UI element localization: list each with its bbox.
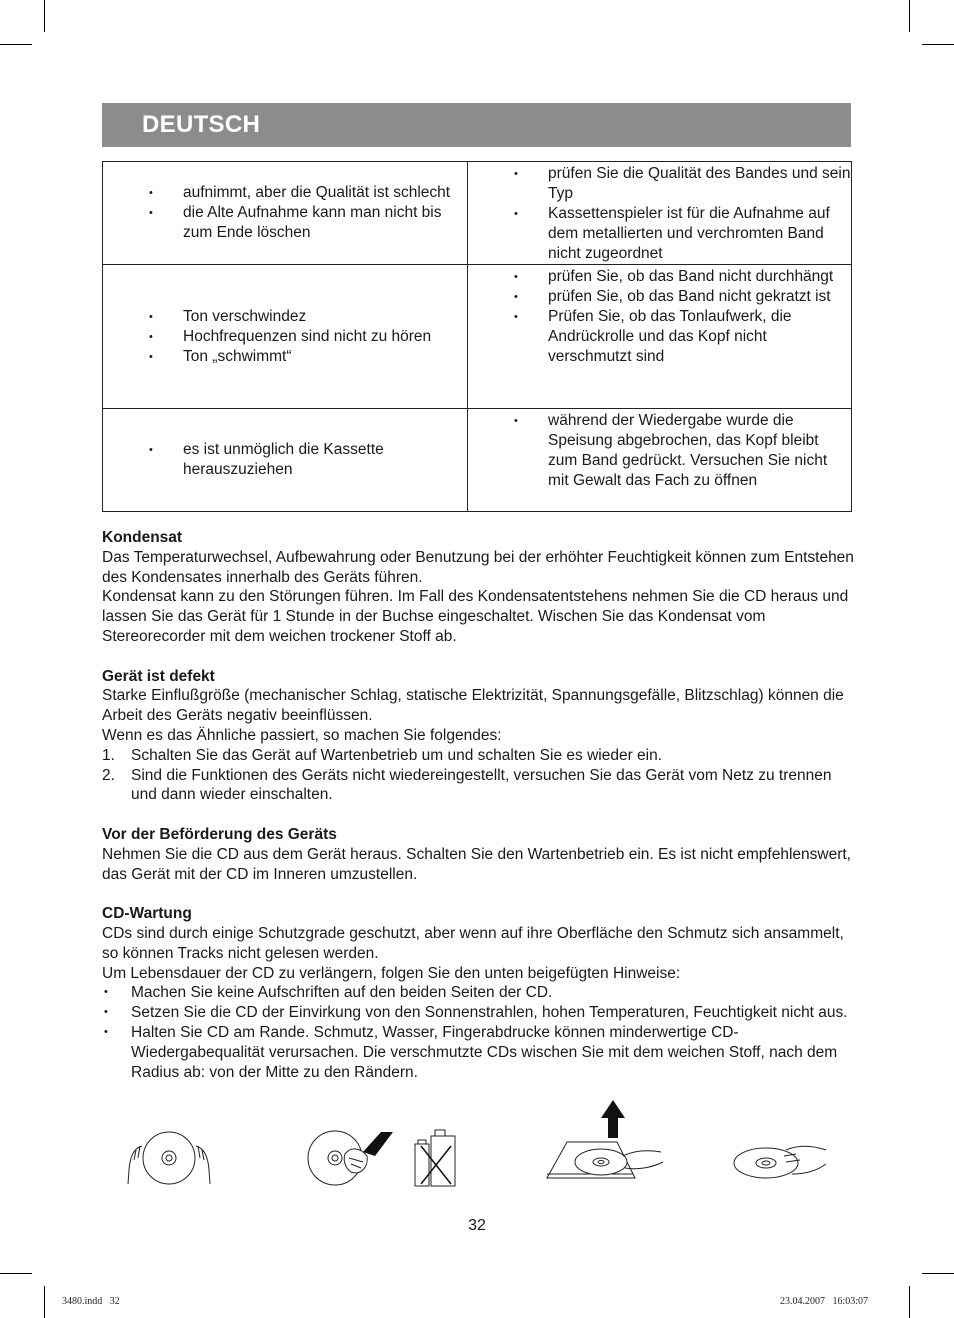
cd-tray-insert-icon: [545, 1100, 665, 1182]
section-title-kondensat: Kondensat: [102, 529, 183, 546]
remedy-item: • während der Wiedergabe wurde die Speisung abgebrochen, das Kopf bleibt zum Band gedrückt. Versuchen Sie nicht mit Gewalt das Fach zu öffnen: [468, 411, 851, 491]
page-number: 32: [468, 1217, 486, 1234]
paragraph: Starke Einflußgröße (mechanischer Schlag, statische Elektrizität, Spannungsgefälle, Blitzschlag) können die Arbeit des Geräts negativ beeinflüssen.: [102, 687, 844, 725]
list-item: • Halten Sie CD am Rande. Schmutz, Wasser, Fingerabdrucke können minderwertige CD-Wiedergabequalität verursachen. Die verschmutzte CDs wischen Sie mit dem weichen Stoff, nach dem Radius ab: von der Mitte zu den Rändern.: [102, 1023, 854, 1082]
cd-held-by-edges-icon: [124, 1100, 214, 1186]
section-title-cd: CD-Wartung: [102, 905, 192, 923]
language-title: DEUTSCH: [142, 111, 261, 138]
section-title-defekt: Gerät ist defekt: [102, 667, 215, 685]
paragraph: Um Lebensdauer der CD zu verlängern, folgen Sie den unten beigefügten Hinweise:: [102, 964, 681, 982]
remedy-item: • prüfen Sie die Qualität des Bandes und sein Typ: [468, 164, 851, 204]
remedy-cell: [468, 265, 852, 409]
symptom-item: • aufnimmt, aber die Qualität ist schlecht: [103, 183, 467, 203]
paragraph: Das Temperaturwechsel, Aufbewahrung oder Benutzung bei der erhöhter Feuchtigkeit können zum Entstehen des Kondensates innerhalb des Geräts führen.: [102, 548, 854, 586]
crop-mark: [922, 44, 954, 45]
remedy-item: • Kassettenspieler ist für die Aufnahme auf dem metallierten und verchromten Band nicht zugeordnet: [468, 204, 851, 264]
table-row: [103, 162, 852, 265]
symptom-cell: [103, 265, 468, 409]
body-text: [102, 528, 854, 1082]
symptom-item: • es ist unmöglich die Kassette herauszuziehen: [103, 440, 467, 480]
remedy-item: • prüfen Sie, ob das Band nicht durchhängt: [468, 267, 851, 287]
symptom-cell: [103, 162, 468, 265]
paragraph: Kondensat kann zu den Störungen führen. Im Fall des Kondensatentstehens nehmen Sie die CD heraus und lassen Sie das Gerät für 1 Stunde in der Buchse eingeschaltet. Wischen Sie das Kondensat vom Stereorecorder mit dem weichen trockener Stoff ab.: [102, 588, 849, 645]
list-item: • Setzen Sie die CD der Einvirkung von den Sonnenstrahlen, hohen Temperaturen, Feuchtigkeit nicht aus.: [102, 1003, 854, 1023]
footer-file: 3480.indd 32: [62, 1296, 120, 1307]
section-title-transport: Vor der Beförderung des Geräts: [102, 825, 337, 843]
footer-timestamp: 23.04.2007 16:03:07: [780, 1296, 869, 1307]
symptom-cell: [103, 409, 468, 512]
table-row: [103, 409, 852, 512]
crop-mark: [44, 0, 45, 32]
remedy-cell: [468, 409, 852, 512]
paragraph: CDs sind durch einige Schutzgrade geschutzt, aber wenn auf ihre Oberfläche den Schmutz sich ansammelt, so können Tracks nicht gelesen werden.: [102, 924, 844, 962]
steps-list: [102, 746, 854, 805]
cd-wipe-no-solvents-icon: [305, 1100, 465, 1188]
language-header: [102, 103, 851, 147]
list-item: 2. Sind die Funktionen des Geräts nicht wiedereingestellt, versuchen Sie das Gerät vom Netz zu trennen und dann wieder einschalten.: [102, 766, 832, 804]
remedy-item: • prüfen Sie, ob das Band nicht gekratzt ist: [468, 287, 851, 307]
crop-mark: [44, 1286, 45, 1318]
crop-mark: [0, 44, 32, 45]
list-item: 1. Schalten Sie das Gerät auf Wartenbetrieb um und schalten Sie es wieder ein.: [102, 746, 663, 764]
symptom-item: • Ton verschwindez: [103, 307, 467, 327]
table-row: [103, 265, 852, 409]
paragraph: Nehmen Sie die CD aus dem Gerät heraus. Schalten Sie den Wartenbetrieb ein. Es ist nicht empfehlenswert, das Gerät mit der CD im Inneren umzustellen.: [102, 845, 851, 883]
crop-mark: [909, 1286, 910, 1318]
symptom-item: • Ton „schwimmt“: [103, 347, 467, 367]
paragraph: Wenn es das Ähnliche passiert, so machen Sie folgendes:: [102, 726, 502, 744]
list-item: • Machen Sie keine Aufschriften auf den beiden Seiten der CD.: [102, 983, 854, 1003]
crop-mark: [0, 1273, 32, 1274]
remedy-cell: [468, 162, 852, 265]
tips-list: [102, 983, 854, 1082]
remedy-item: • Prüfen Sie, ob das Tonlaufwerk, die Andrückrolle und das Kopf nicht verschmutzt sind: [468, 307, 851, 367]
cd-on-palm-icon: [730, 1100, 828, 1182]
symptom-item: • Hochfrequenzen sind nicht zu hören: [103, 327, 467, 347]
crop-mark: [909, 0, 910, 32]
crop-mark: [922, 1273, 954, 1274]
troubleshooting-table: [102, 161, 852, 512]
symptom-item: • die Alte Aufnahme kann man nicht bis zum Ende löschen: [103, 203, 467, 243]
